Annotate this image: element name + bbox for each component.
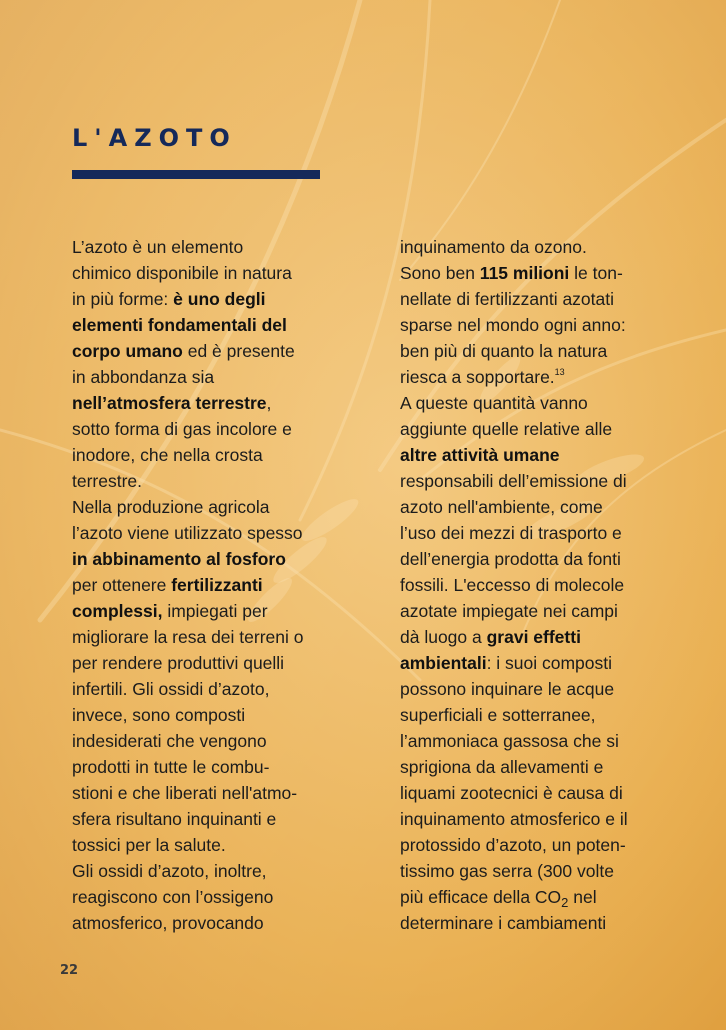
text-line [72, 234, 340, 260]
text-span: prodotti in tutte le combu- [72, 757, 270, 777]
text-span: invece, sono composti [72, 705, 246, 725]
text-line [400, 910, 670, 936]
text-span: A queste quantità vanno [400, 393, 588, 413]
text-line [72, 364, 340, 390]
bold-text: gravi effetti [486, 627, 581, 647]
text-span: inquinamento atmosferico e il [400, 809, 628, 829]
text-span: indesiderati che vengono [72, 731, 267, 751]
text-span: tossici per la salute. [72, 835, 226, 855]
text-span: riesca a sopportare. [400, 367, 555, 387]
text-line [400, 286, 670, 312]
text-line [400, 468, 670, 494]
text-span: infertili. Gli ossidi d’azoto, [72, 679, 270, 699]
text-line [400, 780, 670, 806]
bold-text: complessi, [72, 601, 163, 621]
text-line [72, 546, 340, 572]
text-line [72, 468, 340, 494]
bold-text: ambientali [400, 653, 487, 673]
text-span: fossili. L'eccesso di molecole [400, 575, 625, 595]
text-span: , [266, 393, 272, 413]
text-line [72, 650, 340, 676]
text-line [400, 338, 670, 364]
text-line [400, 650, 670, 676]
text-span: inquinamento da ozono. [400, 237, 587, 257]
text-line [72, 910, 340, 936]
text-span: l’azoto viene utilizzato spesso [72, 523, 303, 543]
text-line [400, 598, 670, 624]
text-span: sprigiona da allevamenti e [400, 757, 604, 777]
text-line [72, 884, 340, 910]
text-line [400, 312, 670, 338]
page-number: 22 [60, 963, 79, 978]
text-line [400, 260, 670, 286]
bold-text: corpo umano [72, 341, 183, 361]
text-span: le ton- [569, 263, 623, 283]
text-line [400, 858, 670, 884]
text-line [72, 260, 340, 286]
text-span: stioni e che liberati nell'atmo- [72, 783, 298, 803]
text-line [400, 676, 670, 702]
text-span: sfera risultano inquinanti e [72, 809, 277, 829]
text-line [400, 832, 670, 858]
bold-text: altre attività umane [400, 445, 560, 465]
text-span: Nella produzione agricola [72, 497, 270, 517]
text-line [400, 416, 670, 442]
text-line [400, 390, 670, 416]
text-span: più efficace della CO [400, 887, 562, 907]
text-line [72, 676, 340, 702]
text-line [72, 442, 340, 468]
bold-text: nell’atmosfera terrestre [72, 393, 267, 413]
text-line [72, 338, 340, 364]
text-line [400, 624, 670, 650]
text-line [400, 442, 670, 468]
text-span: : i suoi composti [486, 653, 613, 673]
text-column-right [400, 234, 670, 936]
text-span: dell’energia prodotta da fonti [400, 549, 621, 569]
text-line [400, 754, 670, 780]
text-span: superficiali e sotterranee, [400, 705, 596, 725]
text-line [72, 572, 340, 598]
text-line [72, 728, 340, 754]
text-line [400, 884, 670, 910]
text-span: per rendere produttivi quelli [72, 653, 285, 673]
text-line [72, 416, 340, 442]
bold-text: fertilizzanti [171, 575, 263, 595]
text-span: terrestre. [72, 471, 143, 491]
text-line [72, 832, 340, 858]
text-span: impiegati per [162, 601, 268, 621]
text-line [72, 520, 340, 546]
text-span: l’ammoniaca gassosa che si [400, 731, 619, 751]
text-span: per ottenere [72, 575, 172, 595]
text-span: chimico disponibile in natura [72, 263, 292, 283]
text-line [400, 572, 670, 598]
text-span: ben più di quanto la natura [400, 341, 608, 361]
text-span: dà luogo a [400, 627, 487, 647]
page-title: L'AZOTO [72, 124, 237, 152]
text-span: azotate impiegate nei campi [400, 601, 618, 621]
text-span: azoto nell'ambiente, come [400, 497, 603, 517]
text-line [72, 780, 340, 806]
text-span: sparse nel mondo ogni anno: [400, 315, 626, 335]
text-span: atmosferico, provocando [72, 913, 264, 933]
text-line [72, 494, 340, 520]
text-span: migliorare la resa dei terreni o [72, 627, 304, 647]
text-span: L’azoto è un elemento [72, 237, 244, 257]
text-span: Gli ossidi d’azoto, inoltre, [72, 861, 267, 881]
text-line [72, 312, 340, 338]
text-span: tissimo gas serra (300 volte [400, 861, 614, 881]
text-span: in abbondanza sia [72, 367, 215, 387]
text-span: in più forme: [72, 289, 174, 309]
text-line [400, 520, 670, 546]
text-line [72, 754, 340, 780]
text-span: sotto forma di gas incolore e [72, 419, 292, 439]
text-line [400, 364, 670, 390]
text-span: determinare i cambiamenti [400, 913, 607, 933]
text-span: l’uso dei mezzi di trasporto e [400, 523, 622, 543]
text-line [400, 494, 670, 520]
text-column-left [72, 234, 340, 936]
text-line [72, 598, 340, 624]
text-line [400, 234, 670, 260]
text-span: inodore, che nella crosta [72, 445, 263, 465]
text-line [72, 702, 340, 728]
text-line [72, 390, 340, 416]
text-span: nel [568, 887, 597, 907]
text-span: nellate di fertilizzanti azotati [400, 289, 614, 309]
text-line [400, 702, 670, 728]
text-line [400, 728, 670, 754]
text-span: liquami zootecnici è causa di [400, 783, 623, 803]
text-span: responsabili dell’emissione di [400, 471, 627, 491]
title-underline-rule [72, 170, 320, 179]
text-line [400, 546, 670, 572]
text-span: reagiscono con l’ossigeno [72, 887, 274, 907]
bold-text: 115 milioni [479, 263, 570, 283]
text-span: possono inquinare le acque [400, 679, 615, 699]
text-line [400, 806, 670, 832]
text-span: ed è presente [182, 341, 295, 361]
text-line [72, 858, 340, 884]
bold-text: elementi fondamentali del [72, 315, 287, 335]
bold-text: è uno degli [173, 289, 266, 309]
subscript: 2 [561, 895, 569, 910]
text-line [72, 286, 340, 312]
text-span: protossido d’azoto, un poten- [400, 835, 626, 855]
text-span: Sono ben [400, 263, 480, 283]
text-span: aggiunte quelle relative alle [400, 419, 613, 439]
footnote-ref: 13 [554, 367, 565, 377]
text-line [72, 806, 340, 832]
text-line [72, 624, 340, 650]
bold-text: in abbinamento al fosforo [72, 549, 286, 569]
